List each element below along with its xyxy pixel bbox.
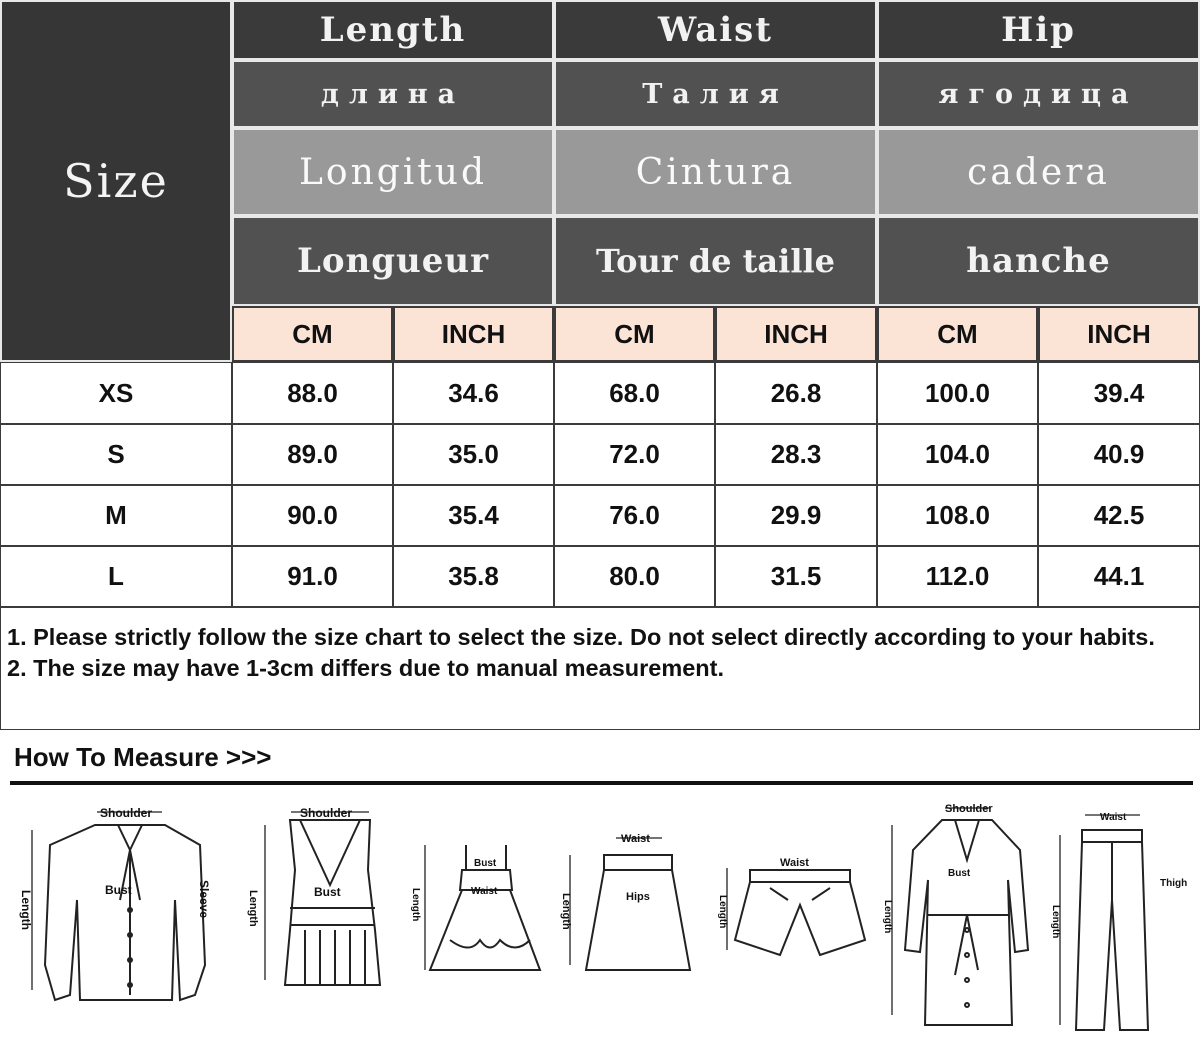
table-cell: 39.4: [1038, 362, 1200, 424]
measurement-diagrams: [0, 790, 1200, 1050]
table-cell: 91.0: [232, 546, 393, 607]
how-to-measure-title: How To Measure >>>: [14, 742, 272, 772]
diagram-label: Waist: [780, 857, 809, 869]
notes-box: [0, 607, 1200, 730]
waist-header-es: Cintura: [554, 128, 877, 216]
diagram-label: Bust: [948, 868, 971, 879]
table-cell: 100.0: [877, 362, 1038, 424]
table-cell: 35.0: [393, 424, 554, 485]
table-cell: 80.0: [554, 546, 715, 607]
waist-header-ru: Талия: [554, 60, 877, 128]
size-cell: XS: [0, 362, 232, 424]
diagram-label: Waist: [471, 886, 498, 897]
diagram-label: Length: [247, 890, 259, 927]
hip-header-fr: hanche: [877, 216, 1200, 306]
table-cell: 90.0: [232, 485, 393, 546]
size-cell: L: [0, 546, 232, 607]
waist-header-en: Waist: [554, 0, 877, 60]
diagram-label: Bust: [105, 883, 132, 897]
size-cell: S: [0, 424, 232, 485]
diagram-label: Length: [717, 895, 728, 929]
table-cell: 35.8: [393, 546, 554, 607]
unit-inch: INCH: [715, 306, 877, 362]
table-cell: 29.9: [715, 485, 877, 546]
shorts-diagram: [735, 870, 865, 955]
table-cell: 108.0: [877, 485, 1038, 546]
diagram-label: Sleeve: [197, 880, 211, 919]
diagram-label: Shoulder: [100, 806, 153, 820]
table-cell: 89.0: [232, 424, 393, 485]
table-cell: 72.0: [554, 424, 715, 485]
table-cell: 35.4: [393, 485, 554, 546]
diagram-label: Waist: [1100, 812, 1127, 823]
diagram-label: Bust: [314, 885, 341, 899]
hip-header-es: cadera: [877, 128, 1200, 216]
table-cell: 88.0: [232, 362, 393, 424]
diagram-label: Hips: [626, 891, 650, 903]
hip-header-en: Hip: [877, 0, 1200, 60]
table-cell: 76.0: [554, 485, 715, 546]
table-cell: 44.1: [1038, 546, 1200, 607]
unit-cm: CM: [232, 306, 393, 362]
tank-top-diagram: [285, 820, 380, 985]
length-header-en: Length: [232, 0, 554, 60]
waist-header-fr: Tour de taille: [554, 216, 877, 306]
length-header-es: Longitud: [232, 128, 554, 216]
pants-diagram: [1076, 830, 1148, 1030]
blouse-diagram: [45, 825, 205, 1000]
skirt-diagram: [586, 855, 690, 970]
table-cell: 68.0: [554, 362, 715, 424]
length-header-fr: Longueur: [232, 216, 554, 306]
table-cell: 40.9: [1038, 424, 1200, 485]
diagram-label: Shoulder: [300, 806, 353, 820]
unit-inch: INCH: [1038, 306, 1200, 362]
divider: [10, 781, 1193, 785]
size-header: Size: [0, 0, 232, 362]
diagram-label: Bust: [474, 858, 497, 869]
diagram-label: Waist: [621, 833, 650, 845]
table-cell: 31.5: [715, 546, 877, 607]
table-cell: 28.3: [715, 424, 877, 485]
diagram-label: Length: [1050, 905, 1061, 939]
unit-inch: INCH: [393, 306, 554, 362]
diagram-label: Length: [882, 900, 893, 934]
table-cell: 104.0: [877, 424, 1038, 485]
table-cell: 34.6: [393, 362, 554, 424]
diagram-label: Length: [19, 890, 33, 930]
table-cell: 112.0: [877, 546, 1038, 607]
unit-cm: CM: [877, 306, 1038, 362]
unit-cm: CM: [554, 306, 715, 362]
length-header-ru: длина: [232, 60, 554, 128]
size-cell: M: [0, 485, 232, 546]
note-1: 1. Please strictly follow the size chart to select the size. Do not select directly according to your habits.: [7, 624, 1155, 650]
table-cell: 42.5: [1038, 485, 1200, 546]
note-2: 2. The size may have 1-3cm differs due to manual measurement.: [7, 655, 725, 681]
coat-diagram: [905, 820, 1028, 1025]
diagram-label: Shoulder: [945, 803, 993, 815]
diagram-label: Thigh: [1160, 878, 1188, 889]
hip-header-ru: ягодица: [877, 60, 1200, 128]
diagram-label: Length: [410, 888, 421, 922]
diagram-label: Length: [560, 893, 572, 930]
table-cell: 26.8: [715, 362, 877, 424]
